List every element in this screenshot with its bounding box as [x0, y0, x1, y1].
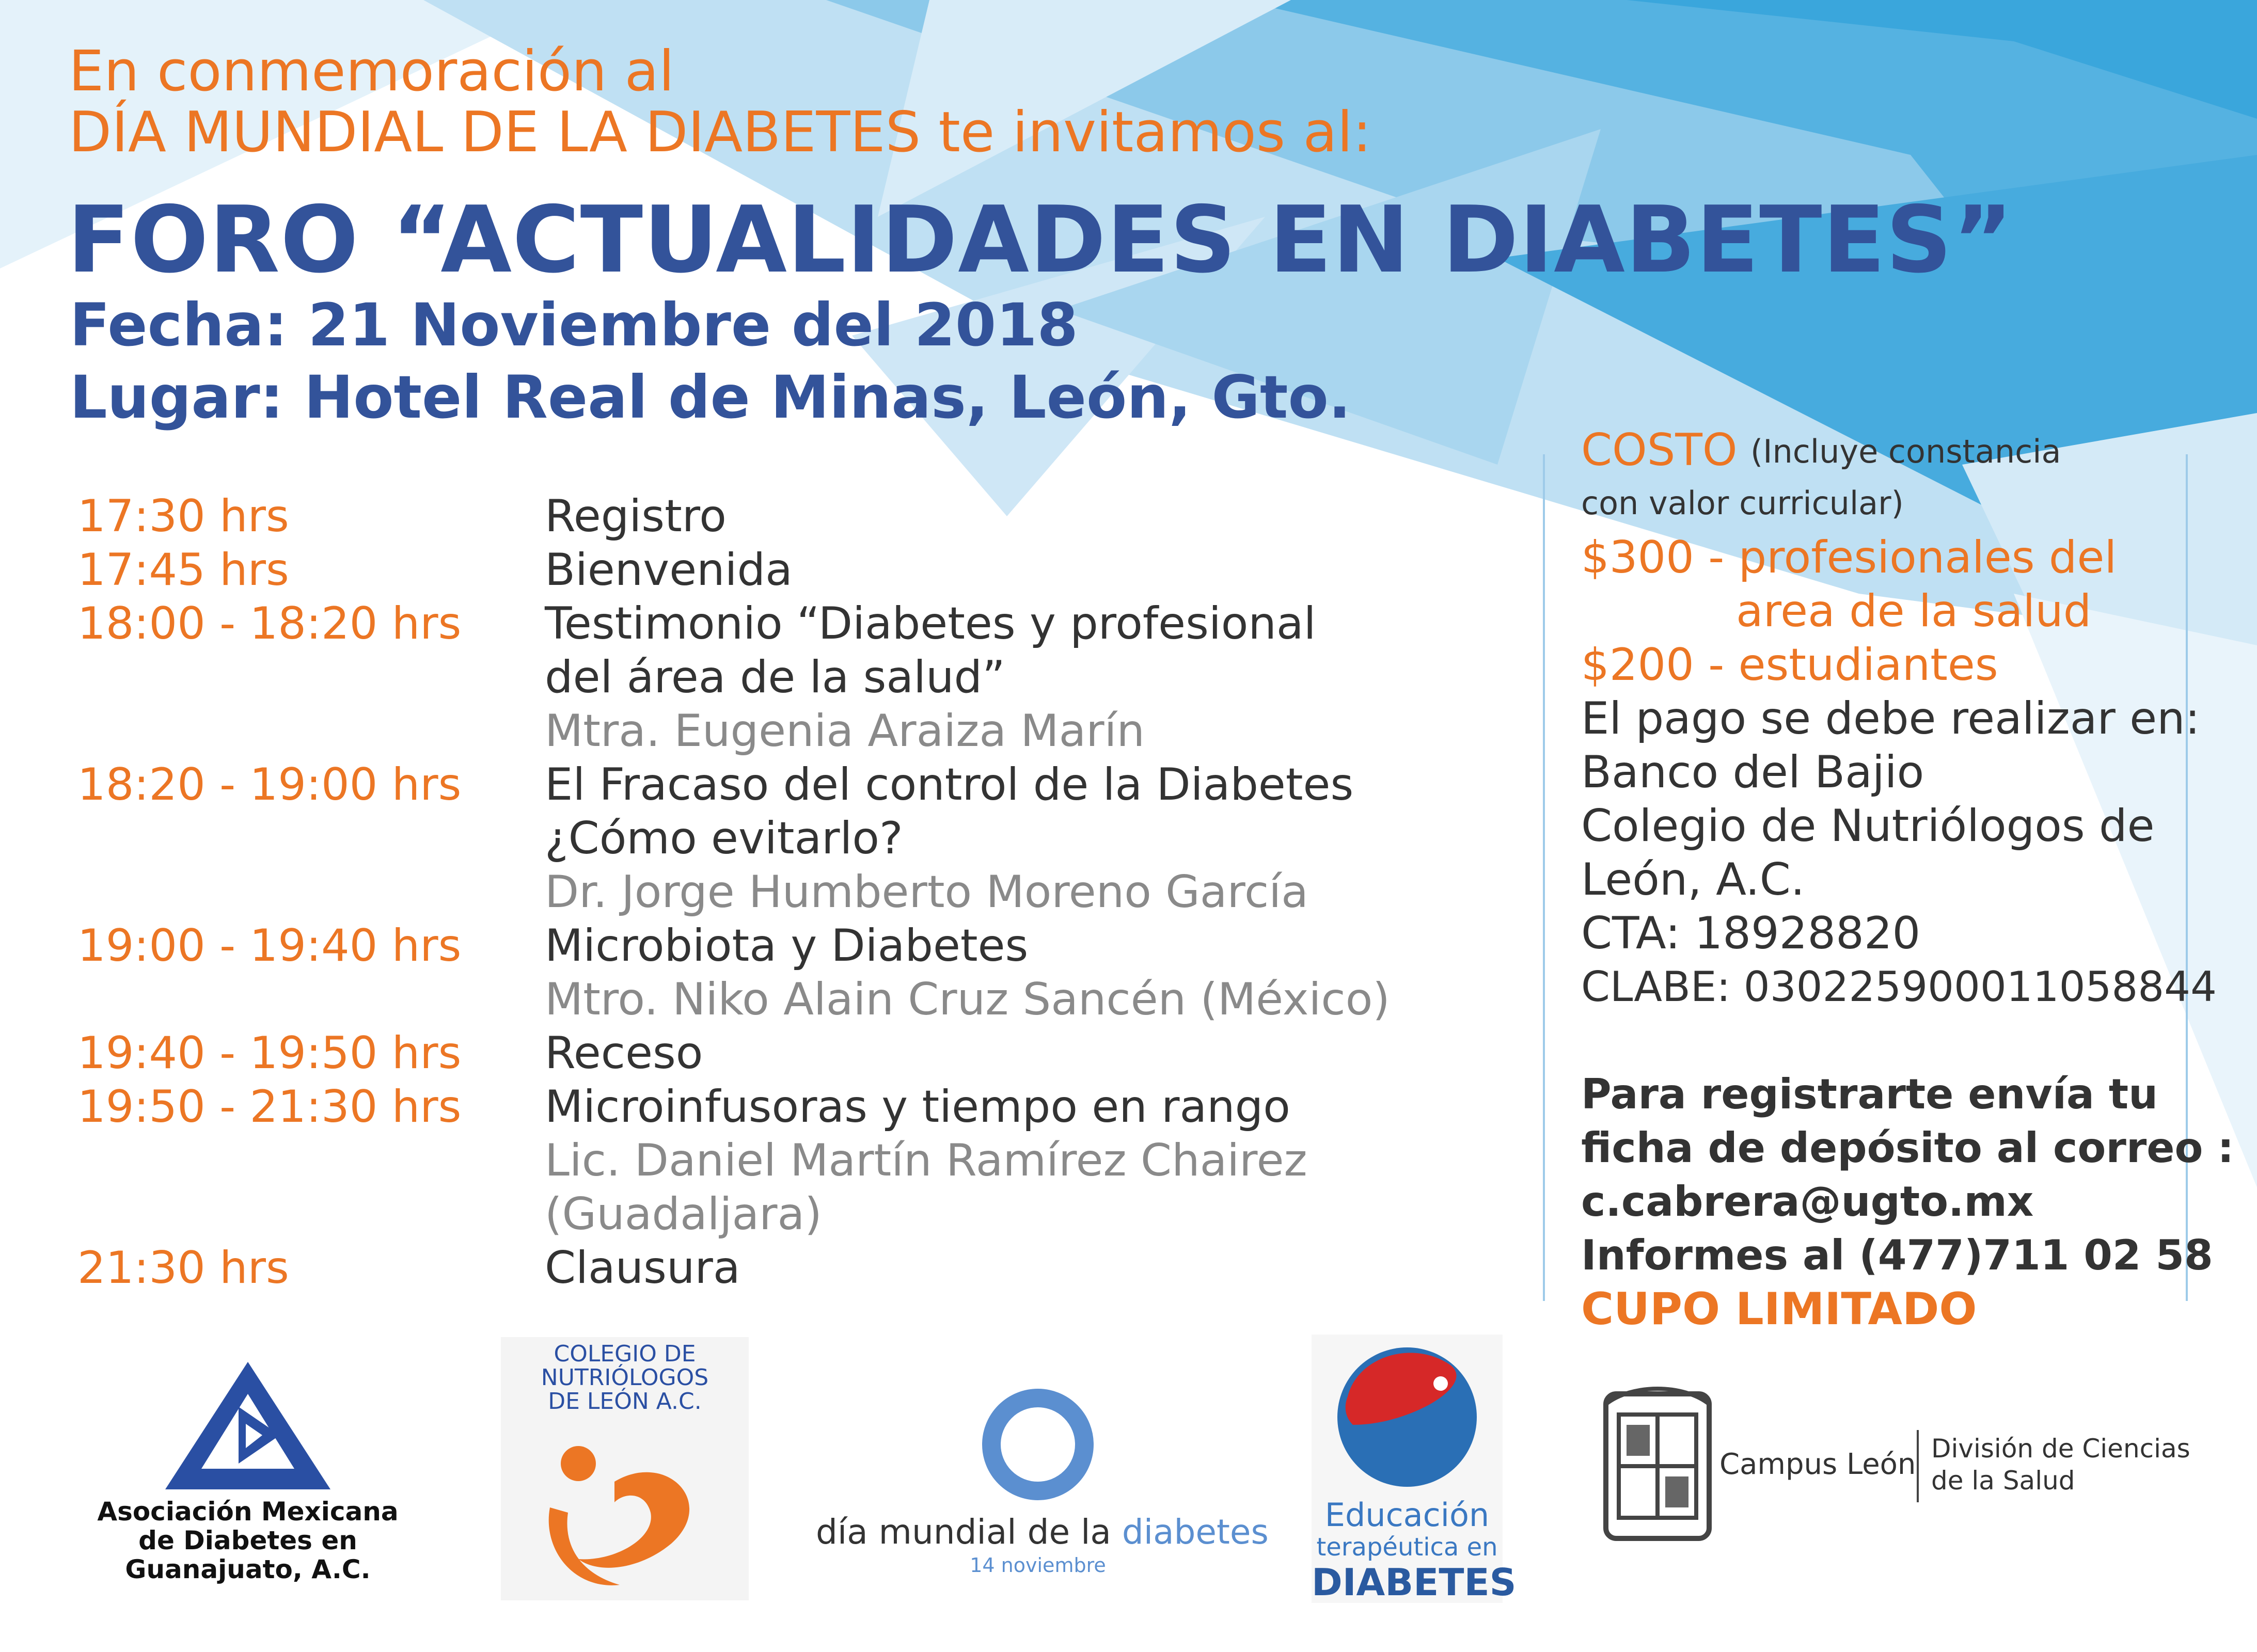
register-phone: Informes al (477)711 02 58: [1581, 1231, 2213, 1279]
schedule-title: del área de la salud”: [545, 652, 1005, 703]
university-seal-icon: [1590, 1384, 1725, 1549]
division-name: de la Salud: [1931, 1466, 2075, 1496]
wdd-logo-main: día mundial de la: [816, 1512, 1111, 1552]
schedule-title: Receso: [545, 1027, 703, 1079]
colegio-logo-text: NUTRIÓLOGOS: [541, 1364, 709, 1391]
schedule-title: Microinfusoras y tiempo en rango: [545, 1081, 1290, 1133]
schedule-speaker: Mtra. Eugenia Araiza Marín: [545, 705, 1145, 757]
payment-info: Banco del Bajio: [1581, 746, 1924, 798]
price-professionals: $300 - profesionales del: [1581, 532, 2117, 583]
colegio-logo-text: DE LEÓN A.C.: [548, 1388, 702, 1415]
colegio-logo: [501, 1337, 749, 1600]
schedule-speaker: (Guadaljara): [545, 1188, 822, 1240]
event-date: Fecha: 21 Noviembre del 2018: [70, 291, 1078, 359]
payment-info: CTA: 18928820: [1581, 908, 1921, 959]
schedule-title: Testimonio “Diabetes y profesional: [545, 598, 1316, 649]
cost-label: COSTO: [1581, 424, 1738, 476]
schedule-time: 19:50 - 21:30 hrs: [77, 1081, 462, 1133]
wdd-logo-text: [816, 1512, 1269, 1552]
division-name: División de Ciencias: [1931, 1434, 2190, 1464]
colegio-logo-text: COLEGIO DE: [554, 1341, 696, 1367]
schedule-speaker: Dr. Jorge Humberto Moreno García: [545, 866, 1308, 918]
schedule-speaker: Mtro. Niko Alain Cruz Sancén (México): [545, 974, 1390, 1025]
schedule-time: 19:40 - 19:50 hrs: [77, 1027, 462, 1079]
campus-leon-logo: [1590, 1384, 2200, 1559]
schedule-title: Microbiota y Diabetes: [545, 920, 1029, 972]
world-diabetes-day-logo: [816, 1384, 1269, 1590]
schedule-speaker: Lic. Daniel Martín Ramírez Chairez: [545, 1135, 1307, 1186]
cost-panel-rule: [1543, 454, 1545, 1301]
schedule-title: Bienvenida: [545, 544, 793, 596]
payment-info: Colegio de Nutriólogos de: [1581, 800, 2155, 852]
cost-note: (Incluye constancia: [1750, 433, 2061, 470]
register-info: ficha de depósito al correo :: [1581, 1124, 2234, 1172]
payment-info: El pago se debe realizar en:: [1581, 693, 2200, 744]
intro-line-2: DÍA MUNDIAL DE LA DIABETES te invitamos al:: [69, 100, 1372, 165]
amd-emblem-icon: [88, 1358, 408, 1492]
education-logo-text: terapéutica en: [1316, 1533, 1498, 1562]
intro-line-1: En conmemoración al: [69, 39, 674, 104]
price-professionals: area de la salud: [1736, 585, 2092, 637]
schedule-title: Clausura: [545, 1242, 740, 1294]
payment-info: León, A.C.: [1581, 854, 1805, 906]
event-title: FORO “ACTUALIDADES EN DIABETES”: [67, 186, 2014, 293]
education-logo: [1312, 1335, 1517, 1604]
schedule-title: Registro: [545, 490, 727, 542]
schedule-title: El Fracaso del control de la Diabetes: [545, 759, 1354, 811]
campus-name: Campus León: [1719, 1448, 1916, 1481]
blue-circle-icon: [816, 1384, 1260, 1507]
red-globe-icon: [1312, 1335, 1503, 1495]
register-info: Para registrarte envía tu: [1581, 1070, 2158, 1118]
wdd-logo-date: 14 noviembre: [970, 1554, 1106, 1577]
education-logo-text: Educación: [1324, 1496, 1490, 1534]
amd-logo-text: de Diabetes en: [138, 1526, 357, 1555]
schedule-title: ¿Cómo evitarlo?: [545, 813, 903, 864]
schedule-time: 17:30 hrs: [77, 490, 289, 542]
payment-info: CLABE: 030225900011058844: [1581, 963, 2217, 1011]
event-place: Lugar: Hotel Real de Minas, León, Gto.: [70, 363, 1351, 432]
limited-seats: CUPO LIMITADO: [1581, 1283, 1977, 1335]
amd-logo-text: Guanajuato, A.C.: [125, 1554, 371, 1584]
register-email[interactable]: c.cabrera@ugto.mx: [1581, 1178, 2034, 1226]
amd-logo-text: Asociación Mexicana: [97, 1497, 399, 1527]
schedule-time: 18:20 - 19:00 hrs: [77, 759, 462, 811]
education-logo-text: DIABETES: [1312, 1561, 1517, 1604]
amd-logo: [88, 1358, 408, 1584]
schedule-time: 17:45 hrs: [77, 544, 289, 596]
colegio-emblem-icon: [501, 1420, 749, 1595]
wdd-logo-accent: diabetes: [1122, 1512, 1269, 1552]
cost-note: con valor curricular): [1581, 484, 1904, 522]
schedule-time: 18:00 - 18:20 hrs: [77, 598, 462, 649]
logo-divider: [1917, 1430, 1919, 1502]
schedule-time: 21:30 hrs: [77, 1242, 289, 1294]
price-students: $200 - estudiantes: [1581, 639, 1998, 691]
schedule-time: 19:00 - 19:40 hrs: [77, 920, 462, 972]
